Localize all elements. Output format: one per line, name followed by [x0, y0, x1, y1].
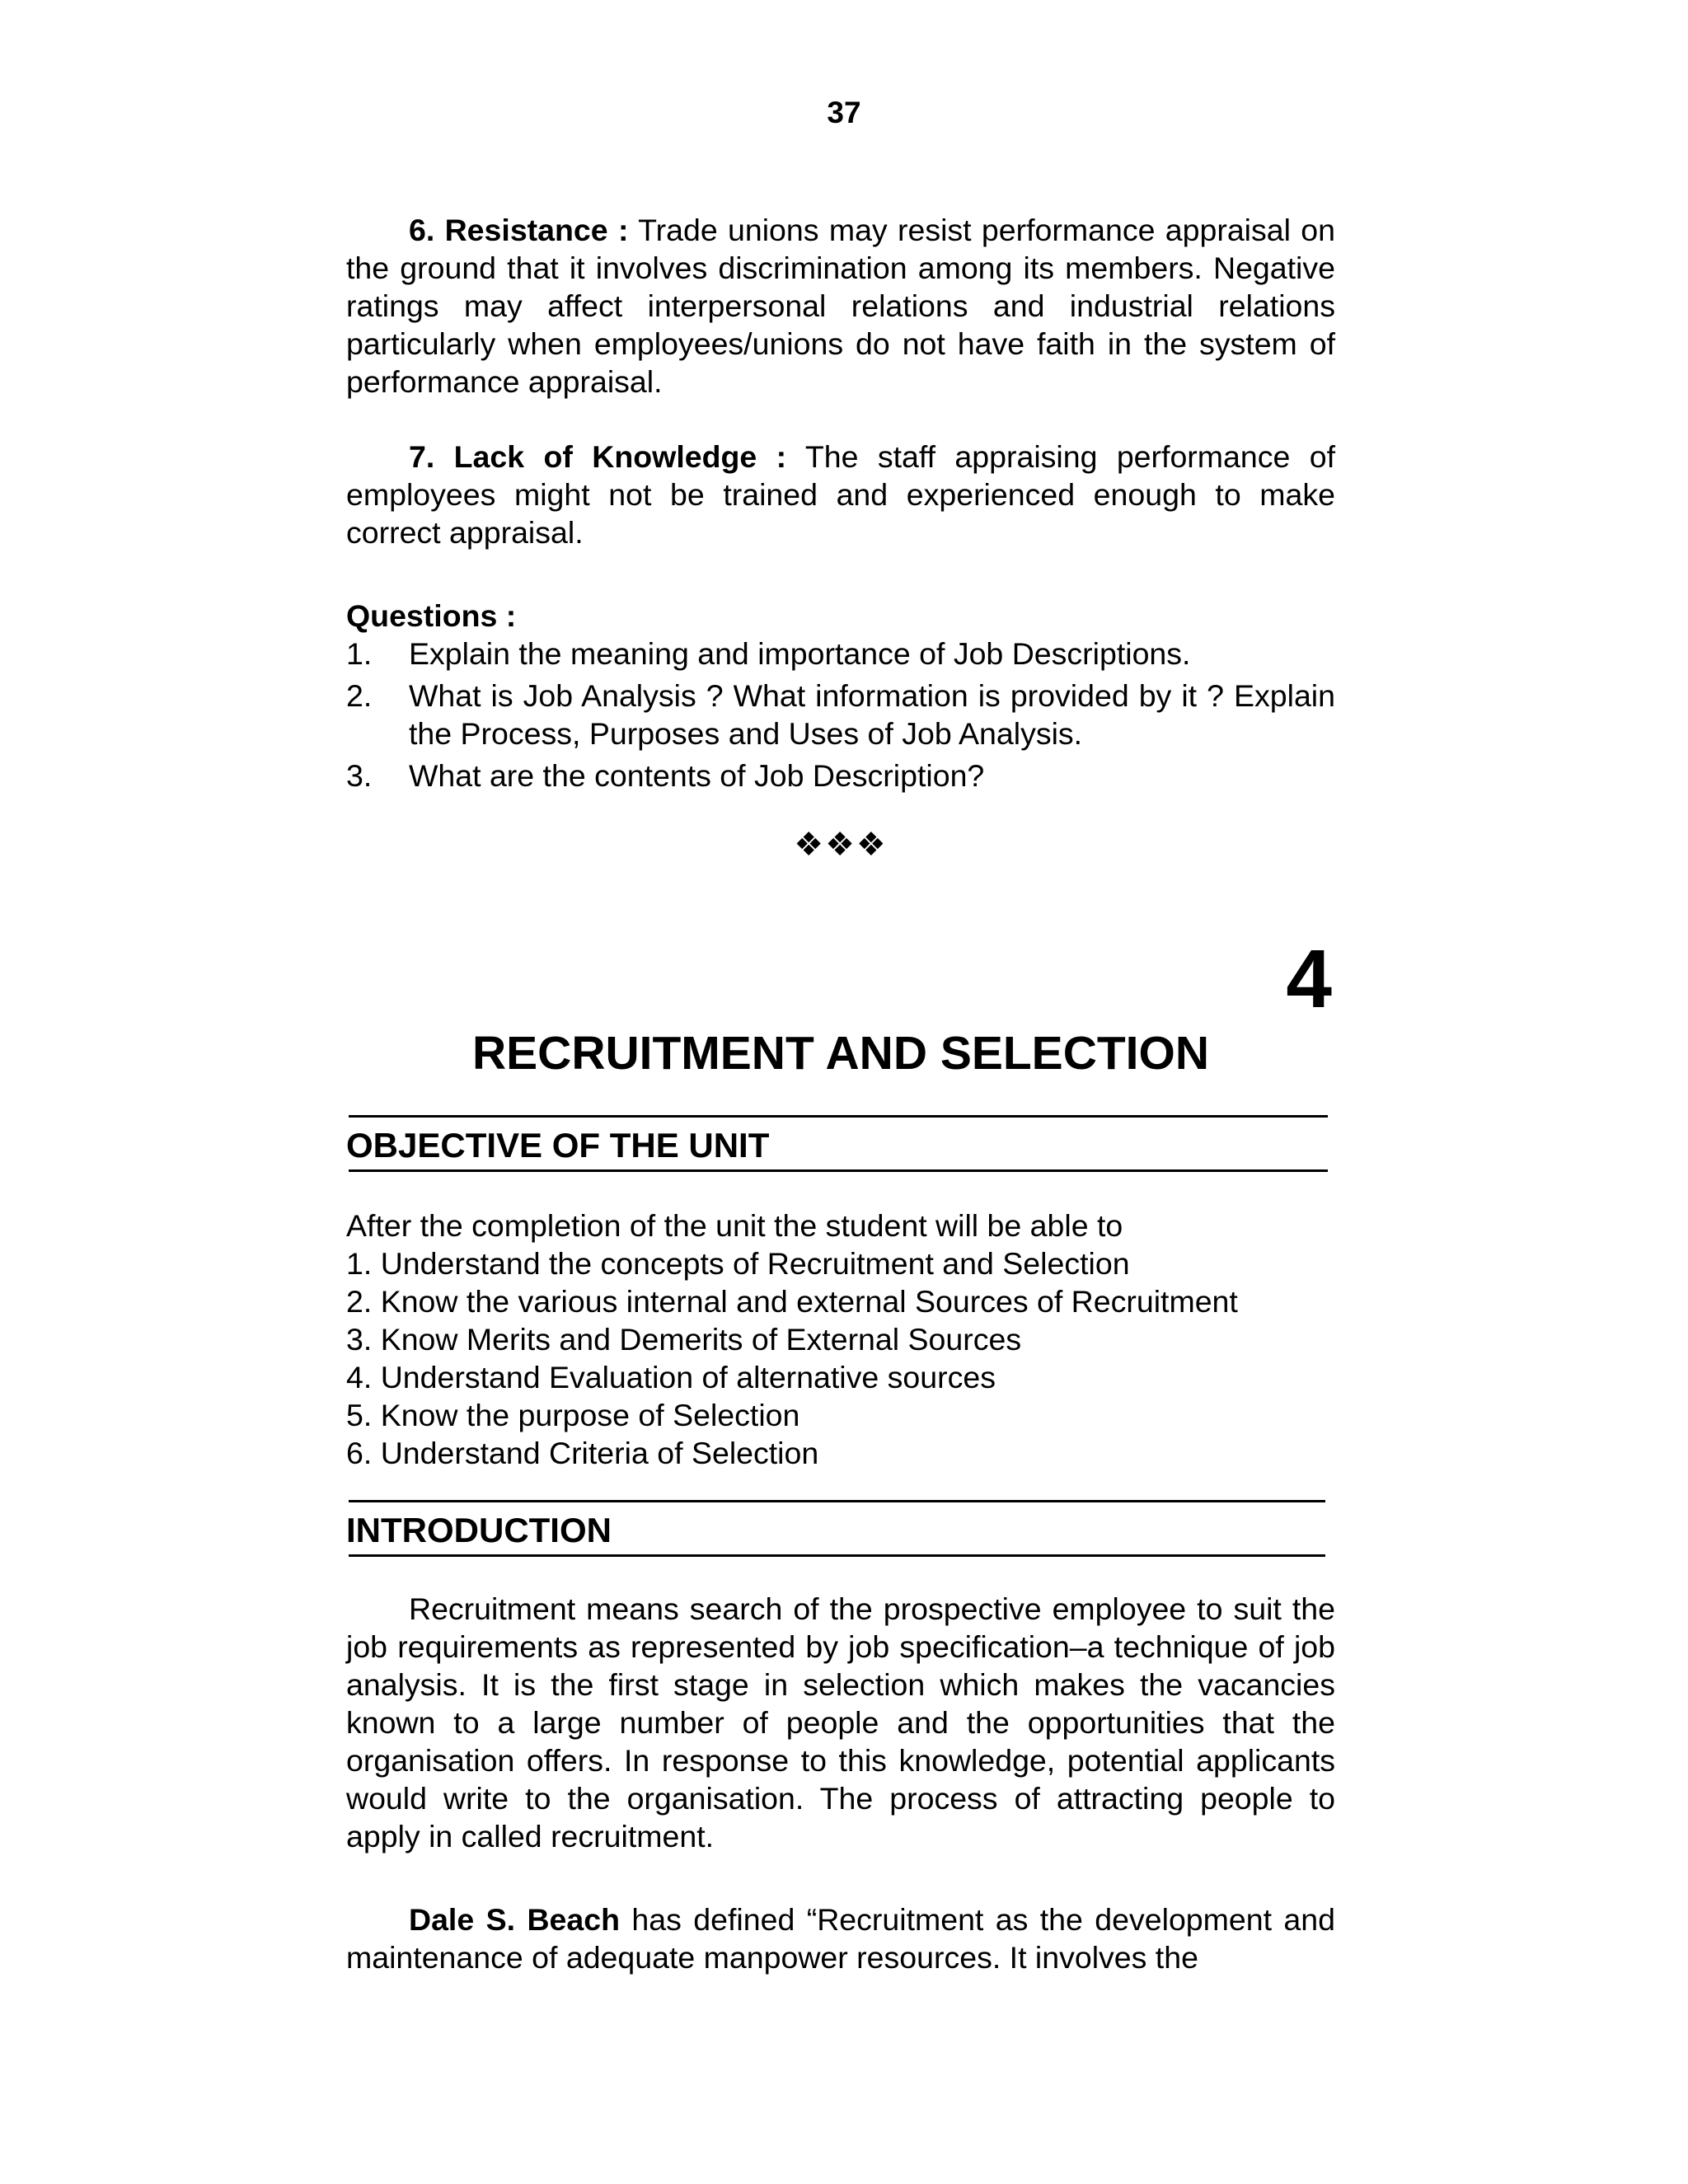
introduction-paragraph: Recruitment means search of the prospective employee to suit the job requirements as represented by job specification–a technique of job analysis. It is the first stage in selection which makes the vacancies known to a large number of people and the opportunities that the organisation offers. In response to this knowledge, potential applicants would write to the organisation. The process of attracting people to apply in called recruitment.: [346, 1591, 1335, 1854]
objective-item: 5. Know the purpose of Selection: [346, 1398, 800, 1432]
question-item: [346, 757, 1335, 794]
objective-section-heading: [346, 1115, 1328, 1172]
question-item: [346, 677, 1335, 752]
chapter-number: 4: [1286, 933, 1332, 1025]
objective-item: 6. Understand Criteria of Selection: [346, 1436, 819, 1470]
question-item: [346, 635, 1335, 673]
introduction-section-heading: [346, 1500, 1325, 1557]
objective-item: 4. Understand Evaluation of alternative sources: [346, 1360, 996, 1394]
objective-item: 1. Understand the concepts of Recruitment and Selection: [346, 1246, 1130, 1281]
objective-heading-text: OBJECTIVE OF THE UNIT: [346, 1126, 770, 1165]
objective-item: 3. Know Merits and Demerits of External Sources: [346, 1322, 1022, 1357]
question-number: 1.: [346, 636, 373, 671]
definition-paragraph: [346, 1900, 1335, 1976]
questions-list: [346, 635, 1335, 799]
question-number: 3.: [346, 758, 373, 793]
paragraph-lack-of-knowledge: [346, 438, 1335, 551]
page-number: 37: [827, 96, 861, 129]
paragraph-resistance: [346, 211, 1335, 401]
chapter-title: RECRUITMENT AND SELECTION: [471, 1027, 1210, 1080]
definition-author: Dale S. Beach: [409, 1902, 621, 1937]
questions-heading: Questions :: [346, 598, 517, 633]
lack-of-knowledge-label: 7. Lack of Knowledge :: [409, 439, 787, 474]
objective-list: [346, 1207, 1335, 1472]
objective-intro: After the completion of the unit the student will be able to: [346, 1208, 1123, 1243]
resistance-text: Trade unions may resist performance appraisal on the ground that it involves discrimination among its members. Negative ratings may affect interpersonal relations and industrial relations particularly when employees/unions do not have faith in the system of performance appraisal.: [346, 213, 1335, 399]
definition-text: has defined “Recruitment as the development and maintenance of adequate manpower resources. It involves the: [346, 1902, 1335, 1975]
section-ornament: ❖❖❖: [794, 827, 888, 863]
objective-item: 2. Know the various internal and external Sources of Recruitment: [346, 1284, 1238, 1319]
introduction-heading-text: INTRODUCTION: [346, 1511, 612, 1549]
question-text: What is Job Analysis ? What information is provided by it ? Explain the Process, Purposes and Uses of Job Analysis.: [409, 678, 1335, 751]
question-number: 2.: [346, 678, 373, 713]
question-text: Explain the meaning and importance of Job Descriptions.: [409, 636, 1191, 671]
resistance-label: 6. Resistance :: [409, 213, 629, 247]
question-text: What are the contents of Job Description?: [409, 758, 985, 793]
lack-of-knowledge-text: The staff appraising performance of employees might not be trained and experienced enough to make correct appraisal.: [346, 439, 1336, 550]
